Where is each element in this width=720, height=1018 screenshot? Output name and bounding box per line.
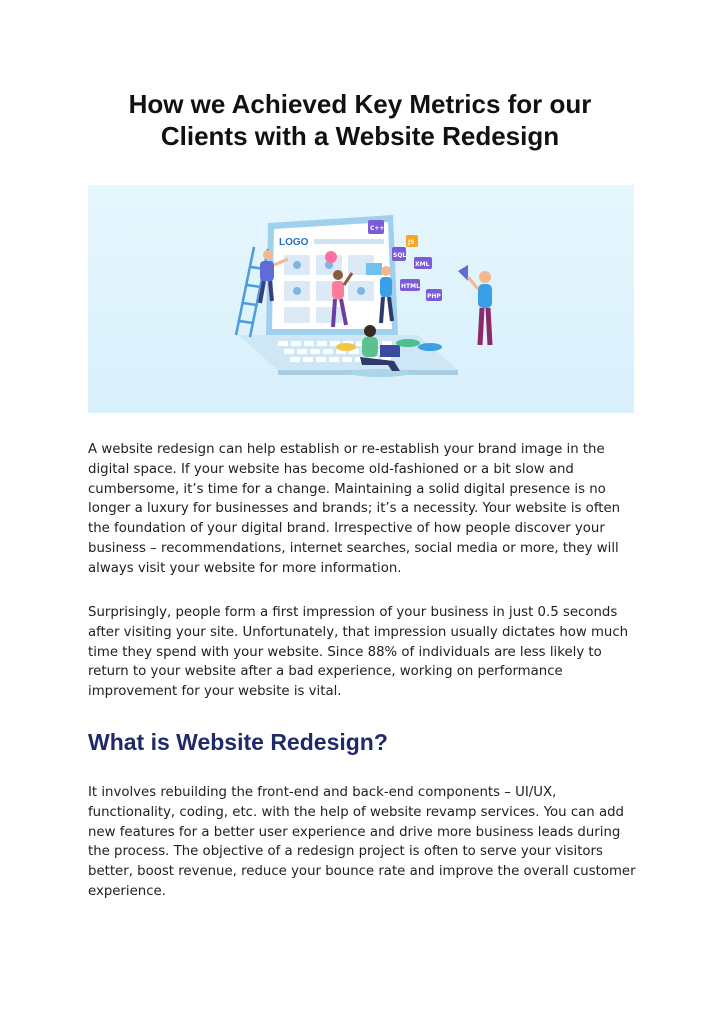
- person-with-megaphone: [458, 265, 492, 345]
- decor-disk-green: [396, 339, 420, 347]
- tag-cpp: C++: [370, 225, 385, 232]
- page-title: [60, 88, 660, 152]
- section-heading: What is Website Redesign?: [88, 729, 388, 755]
- sale-badge: [325, 251, 337, 263]
- hero-illustration: [88, 185, 634, 413]
- title-line-1: How we Achieved Key Metrics for our: [128, 89, 592, 119]
- website-redesign-illustration: [88, 185, 634, 413]
- title-line-2: Clients with a Website Redesign: [160, 121, 560, 151]
- decor-disk-blue: [418, 343, 442, 351]
- decor-disk-yellow: [336, 343, 356, 351]
- logo-text: LOGO: [279, 237, 309, 248]
- tag-php: PHP: [427, 293, 441, 300]
- tag-xml: XML: [415, 261, 430, 268]
- tag-sql: SQL: [393, 252, 407, 259]
- tag-js: JS: [408, 239, 415, 246]
- tag-html: HTML: [401, 283, 420, 290]
- definition-paragraph: It involves rebuilding the front-end and back-end components – UI/UX, functionality, coding, etc. with the help of website revamp services. You can add new features for a better user experience and drive more business leads during the process. The objective of a redesign project is often to serve your visitors better, boost revenue, reduce your bounce rate and improve the overall customer experience.: [88, 785, 636, 899]
- laptop-base: [238, 335, 458, 370]
- intro-paragraph: A website redesign can help establish or re-establish your brand image in the digital space. If your website has become old-fashioned or a bit slow and cumbersome, it’s time for a change. Maintaining a solid digital presence is no longer a luxury for businesses and brands; it’s a necessity. Your website is often the foundation of your digital brand. Irrespective of how people discover your business – recommendations, internet searches, social media or more, they will always visit your website for more information.: [88, 442, 621, 576]
- first-impression-paragraph: Surprisingly, people form a first impression of your business in just 0.5 seconds after visiting your site. Unfortunately, that impression usually dictates how much time they spend with your website. Since 88% of individuals are less likely to return to your website after a bad experience, working on performance improvement for your website is vital.: [88, 605, 629, 700]
